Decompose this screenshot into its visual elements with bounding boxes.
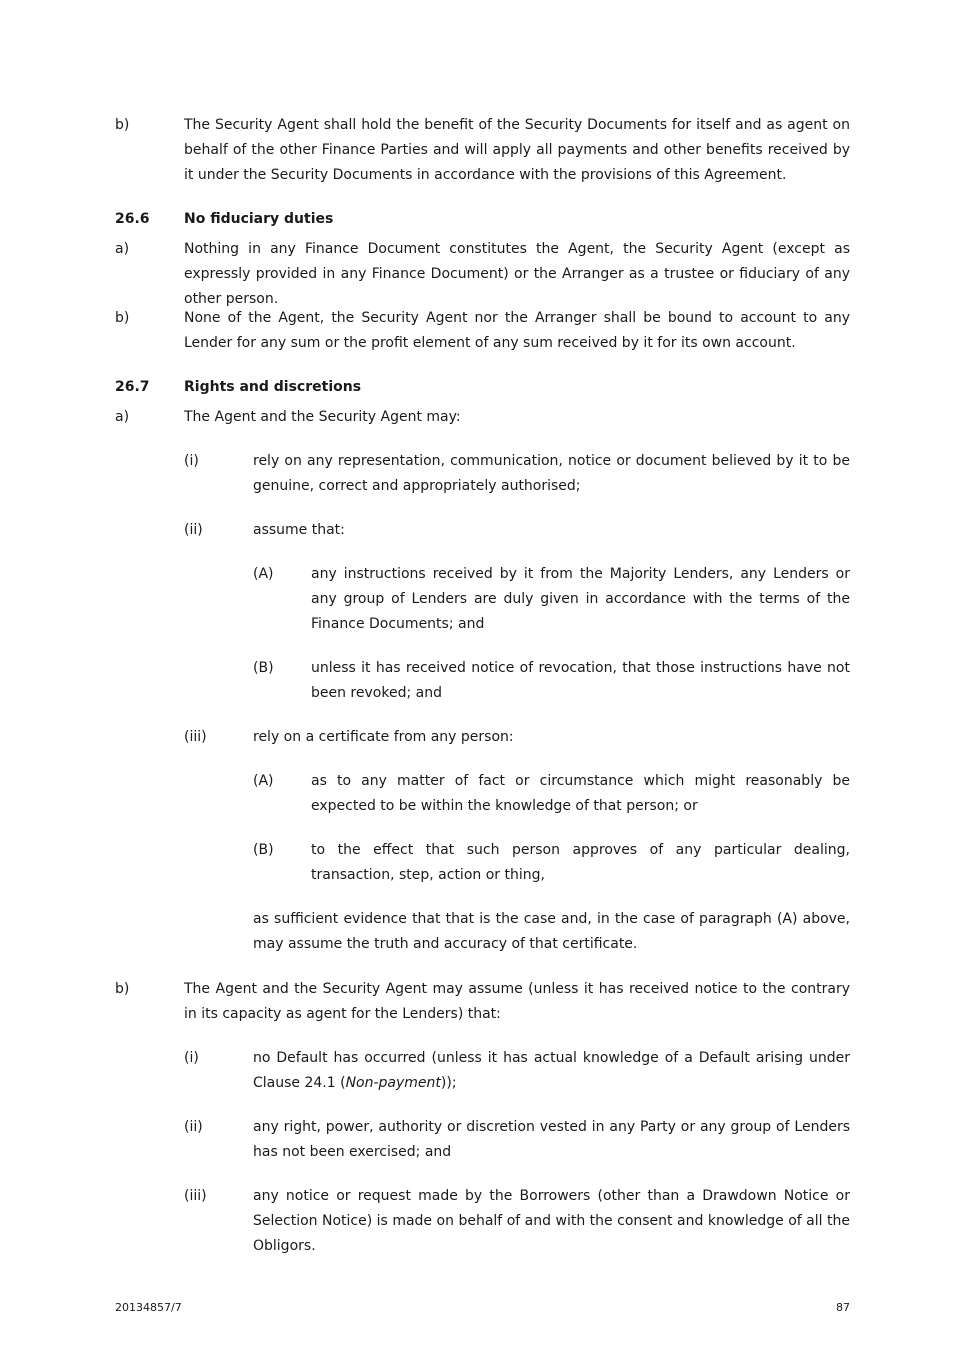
item-label: (B) bbox=[253, 842, 274, 858]
paragraph-continuation: as sufficient evidence that that is the case and, in the case of paragraph (A) above, may assume the truth and accuracy of that certificate. bbox=[253, 911, 850, 952]
paragraph-text: The Agent and the Security Agent may assume (unless it has received notice to the contrary in its capacity as agent for the Lenders) that: bbox=[184, 981, 850, 1022]
item-label: (A) bbox=[253, 566, 274, 582]
subpara-text: rely on a certificate from any person: bbox=[253, 729, 514, 745]
item-label: (B) bbox=[253, 660, 274, 676]
item-text: to the effect that such person approves of any particular dealing, transaction, step, action or thing, bbox=[311, 842, 850, 883]
item-text: any instructions received by it from the Majority Lenders, any Lenders or any group of Lenders are duly given in accordance with the terms of the Finance Documents; and bbox=[311, 566, 850, 632]
item-text: as to any matter of fact or circumstance which might reasonably be expected to be within the knowledge of that person; or bbox=[311, 773, 850, 814]
subpara-text: any notice or request made by the Borrowers (other than a Drawdown Notice or Selection Notice) is made on behalf of and with the consent and knowledge of all the Obligors. bbox=[253, 1188, 850, 1254]
page-number: 87 bbox=[836, 1301, 850, 1314]
subpara-label: (iii) bbox=[184, 1188, 207, 1204]
para-label: b) bbox=[115, 981, 130, 997]
subpara-label: (i) bbox=[184, 453, 199, 469]
paragraph-text: The Agent and the Security Agent may: bbox=[184, 409, 461, 425]
text-segment: )); bbox=[440, 1075, 457, 1091]
clause-title: Rights and discretions bbox=[184, 379, 362, 395]
document-reference: 20134857/7 bbox=[115, 1301, 182, 1314]
text-segment: no Default has occurred (unless it has actual knowledge of a Default arising under Clause 24.1 ( bbox=[253, 1050, 850, 1091]
paragraph-text: The Security Agent shall hold the benefit of the Security Documents for itself and as agent on behalf of the other Finance Parties and will apply all payments and other benefits received by it under the Security Documents in accordance with the provisions of this Agreement. bbox=[184, 117, 850, 183]
para-label: b) bbox=[115, 117, 130, 133]
subpara-text: assume that: bbox=[253, 522, 345, 538]
clause-number: 26.6 bbox=[115, 211, 150, 227]
subpara-text bbox=[253, 1046, 850, 1096]
clause-number: 26.7 bbox=[115, 379, 150, 395]
subpara-label: (i) bbox=[184, 1050, 199, 1066]
para-label: b) bbox=[115, 310, 130, 326]
item-label: (A) bbox=[253, 773, 274, 789]
subpara-text: any right, power, authority or discretion vested in any Party or any group of Lenders has not been exercised; and bbox=[253, 1119, 850, 1160]
subpara-label: (ii) bbox=[184, 1119, 203, 1135]
item-text: unless it has received notice of revocation, that those instructions have not been revoked; and bbox=[311, 660, 850, 701]
italic-reference: Non-payment bbox=[345, 1075, 441, 1091]
subpara-label: (iii) bbox=[184, 729, 207, 745]
paragraph-text: None of the Agent, the Security Agent nor the Arranger shall be bound to account to any Lender for any sum or the profit element of any sum received by it for its own account. bbox=[184, 310, 850, 351]
clause-title: No fiduciary duties bbox=[184, 211, 334, 227]
subpara-label: (ii) bbox=[184, 522, 203, 538]
para-label: a) bbox=[115, 241, 130, 257]
paragraph-text: Nothing in any Finance Document constitutes the Agent, the Security Agent (except as expressly provided in any Finance Document) or the Arranger as a trustee or fiduciary of any other person. bbox=[184, 241, 850, 307]
subpara-text: rely on any representation, communication, notice or document believed by it to be genuine, correct and appropriately authorised; bbox=[253, 453, 850, 494]
para-label: a) bbox=[115, 409, 130, 425]
